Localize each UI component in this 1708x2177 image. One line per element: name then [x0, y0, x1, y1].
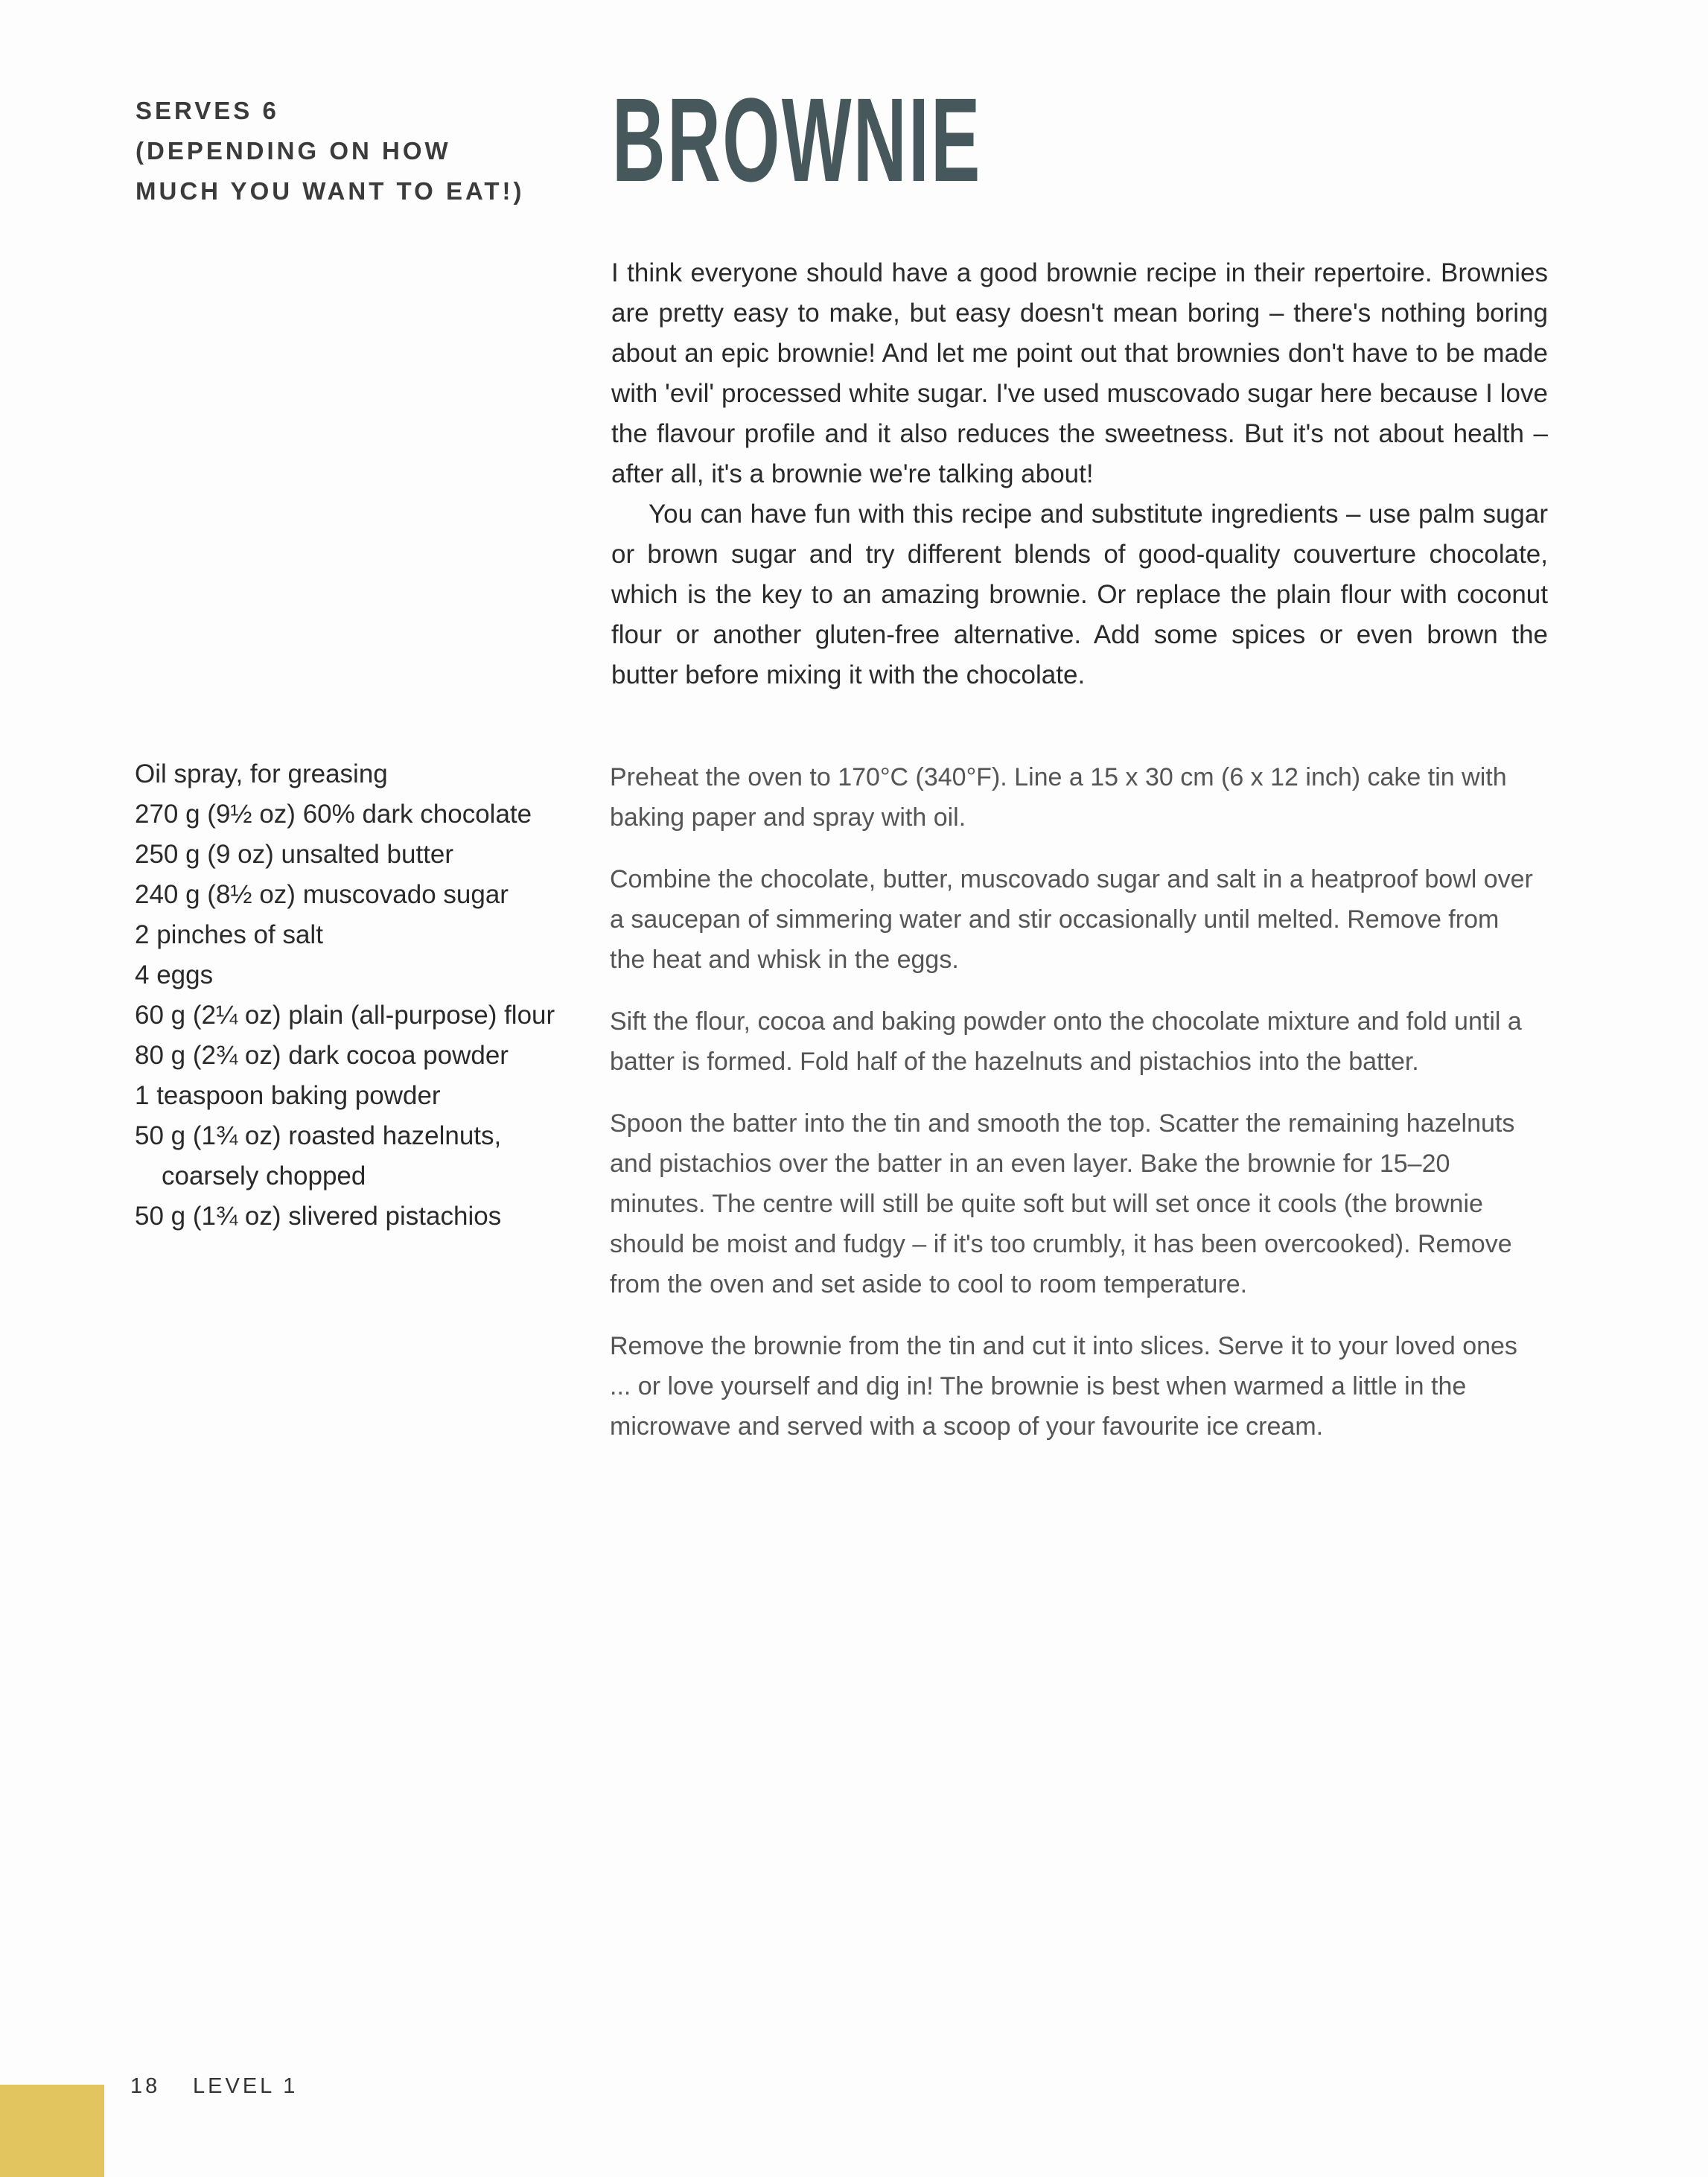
ingredient-item-continuation: coarsely chopped: [162, 1161, 366, 1191]
ingredients-list: [135, 754, 555, 1237]
ingredient-item: 50 g (1¾ oz) slivered pistachios: [135, 1202, 502, 1231]
ingredient-item: 80 g (2¾ oz) dark cocoa powder: [135, 1041, 509, 1070]
intro-paragraph: You can have fun with this recipe and substitute ingredients – use palm sugar or brown sugar and try different blends of good-quality couverture chocolate, which is the key to an amazing brownie. Or replace the plain flour with coconut flour or another gluten-free alternative. Add some spices or even brown the butter before mixing it with the chocolate.: [611, 500, 1548, 689]
method-step: Spoon the batter into the tin and smooth the top. Scatter the remaining hazelnuts and pistachios over the batter in an even layer. Bake the brownie for 15–20 minutes. The centre will still be quite soft but will set once it cools (the brownie should be moist and fudgy – if it's too crumbly, it has been overcooked). Remove from the oven and set aside to cool to room temperature.: [610, 1109, 1515, 1298]
page-number: 18: [130, 2074, 161, 2098]
method-step: Sift the flour, cocoa and baking powder onto the chocolate mixture and fold until a batter is formed. Fold half of the hazelnuts and pistachios into the batter.: [610, 1007, 1522, 1076]
servings-line: MUCH YOU WANT TO EAT!): [136, 177, 525, 205]
ingredient-item: 4 eggs: [135, 960, 214, 989]
method-step: Remove the brownie from the tin and cut it into slices. Serve it to your loved ones ... or love yourself and dig in! The brownie is best when warmed a little in the microwave and served with a scoop of your favourite ice cream.: [610, 1332, 1517, 1441]
section-label: LEVEL 1: [193, 2074, 299, 2098]
method-steps: [610, 757, 1540, 1468]
intro-paragraph: I think everyone should have a good brownie recipe in their repertoire. Brownies are pretty easy to make, but easy doesn't mean boring – there's nothing boring about an epic brownie! And let me point out that brownies don't have to be made with 'evil' processed white sugar. I've used muscovado sugar here because I love the flavour profile and it also reduces the sweetness. But it's not about health – after all, it's a brownie we're talking about!: [611, 258, 1548, 488]
ingredient-item: Oil spray, for greasing: [135, 759, 388, 788]
servings-line: SERVES 6: [136, 97, 279, 124]
ingredient-item: 240 g (8½ oz) muscovado sugar: [135, 880, 509, 909]
ingredient-item: 50 g (1¾ oz) roasted hazelnuts,: [135, 1121, 502, 1150]
method-step: Preheat the oven to 170°C (340°F). Line a 15 x 30 cm (6 x 12 inch) cake tin with baking paper and spray with oil.: [610, 763, 1507, 832]
ingredient-item: 2 pinches of salt: [135, 920, 323, 949]
method-step: Combine the chocolate, butter, muscovado sugar and salt in a heatproof bowl over a saucepan of simmering water and stir occasionally until melted. Remove from the heat and whisk in the eggs.: [610, 865, 1533, 974]
intro-text: [611, 253, 1548, 695]
servings-note: [136, 91, 524, 211]
ingredient-item: 270 g (9½ oz) 60% dark chocolate: [135, 800, 532, 829]
recipe-title: BROWNIE: [612, 73, 982, 206]
ingredient-item: 1 teaspoon baking powder: [135, 1081, 441, 1110]
servings-line: (DEPENDING ON HOW: [136, 137, 451, 165]
ingredient-item: 60 g (2¼ oz) plain (all-purpose) flour: [135, 1001, 555, 1030]
section-color-tab: [0, 2085, 104, 2177]
ingredient-item: 250 g (9 oz) unsalted butter: [135, 840, 454, 869]
